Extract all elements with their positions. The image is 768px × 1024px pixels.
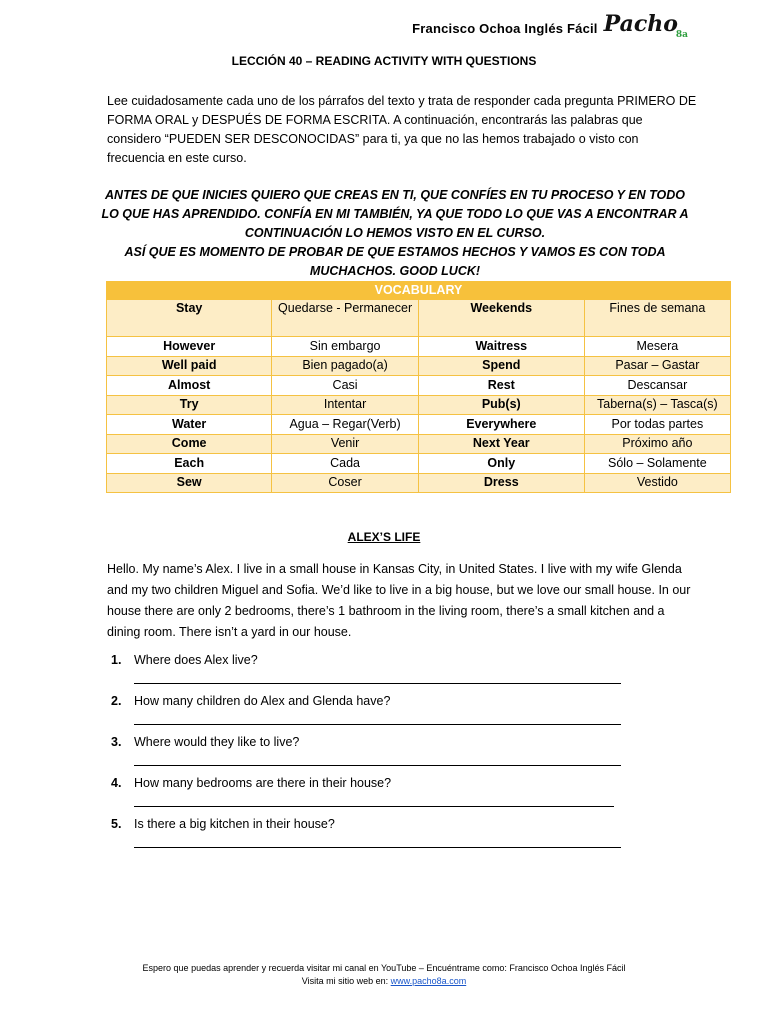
answer-line[interactable] [134, 806, 614, 807]
vocab-es: Mesera [584, 337, 730, 357]
table-row [107, 434, 731, 454]
vocab-es: Agua – Regar(Verb) [272, 415, 419, 435]
intro-paragraph: Lee cuidadosamente cada uno de los párrafos del texto y trata de responder cada pregunta PRIMERO DE FORMA ORAL y DESPUÉS DE FORMA ESCRITA. A continuación, encontrarás las palabras que considero “PUEDEN SER DESCONOCIDAS” para ti, ya que no las hemos trabajado o visto con frecuencia en este curso. [107, 94, 697, 165]
answer-line[interactable] [134, 724, 621, 725]
vocab-en: Everywhere [418, 415, 584, 435]
website-link[interactable]: www.pacho8a.com [390, 976, 467, 986]
question-text: Where does Alex live? [134, 653, 258, 667]
vocab-es: Por todas partes [584, 415, 730, 435]
vocab-es: Fines de semana [584, 300, 730, 337]
page-footer [0, 962, 768, 988]
question-item [107, 774, 637, 815]
question-number: 1. [111, 653, 122, 667]
footer-line-1: Espero que puedas aprender y recuerda visitar mi canal en YouTube – Encuéntrame como: Francisco Ochoa Inglés Fácil [142, 963, 626, 973]
vocab-en: Weekends [418, 300, 584, 337]
vocab-en: Pub(s) [418, 395, 584, 415]
author-name: Francisco Ochoa Inglés Fácil [412, 20, 598, 36]
lesson-title: LECCIÓN 40 – READING ACTIVITY WITH QUESTIONS [231, 54, 537, 68]
vocab-es: Intentar [272, 395, 419, 415]
vocab-es: Sin embargo [272, 337, 419, 357]
table-row [107, 300, 731, 337]
motivation-line-1: ANTES DE QUE INICIES QUIERO QUE CREAS EN TI, QUE CONFÍES EN TU PROCESO Y EN TODO LO QUE HAS APRENDIDO. CONFÍA EN MI TAMBIÉN, YA QUE TODO LO QUE VAS A ENCONTRAR A CONTINUACIÓN LO HEMOS VISTO EN EL CURSO. [101, 188, 689, 240]
pacho-logo [603, 11, 688, 40]
question-text: Where would they like to live? [134, 735, 300, 749]
vocab-es: Casi [272, 376, 419, 396]
question-text: How many children do Alex and Glenda have? [134, 694, 391, 708]
vocab-es: Quedarse - Permanecer [272, 300, 419, 337]
vocab-es: Sólo – Solamente [584, 454, 730, 474]
vocab-en: Each [107, 454, 272, 474]
footer-visit-label: Visita mi sitio web en: [301, 976, 391, 986]
vocab-en: Dress [418, 473, 584, 493]
vocab-en: Water [107, 415, 272, 435]
table-row [107, 337, 731, 357]
question-item [107, 692, 637, 733]
story-title: ALEX’S LIFE [347, 530, 421, 544]
question-number: 5. [111, 817, 122, 831]
vocab-en: However [107, 337, 272, 357]
vocabulary-header: VOCABULARY [107, 282, 731, 300]
question-text: Is there a big kitchen in their house? [134, 817, 335, 831]
table-row [107, 376, 731, 396]
table-row [107, 454, 731, 474]
vocab-es: Coser [272, 473, 419, 493]
footer-line-2 [0, 975, 768, 988]
vocab-es: Venir [272, 434, 419, 454]
page-header [412, 8, 688, 48]
question-text: How many bedrooms are there in their house? [134, 776, 392, 790]
vocab-en: Sew [107, 473, 272, 493]
vocab-en: Almost [107, 376, 272, 396]
answer-line[interactable] [134, 765, 621, 766]
answer-line[interactable] [134, 683, 621, 684]
vocab-en: Waitress [418, 337, 584, 357]
table-row [107, 356, 731, 376]
table-row [107, 395, 731, 415]
vocab-es: Descansar [584, 376, 730, 396]
question-item [107, 651, 637, 692]
questions-list [107, 651, 637, 856]
story-paragraph: Hello. My name’s Alex. I live in a small house in Kansas City, in United States. I live with my wife Glenda and my two children Miguel and Sofia. We’d like to live in a big house, but we love our small house. In our house there are only 2 bedrooms, there’s 1 bathroom in the living room, there’s a small kitchen and a dining room. There isn’t a yard in our house. [107, 562, 691, 639]
question-item [107, 733, 637, 774]
vocab-en: Spend [418, 356, 584, 376]
vocab-es: Taberna(s) – Tasca(s) [584, 395, 730, 415]
vocab-es: Pasar – Gastar [584, 356, 730, 376]
vocab-en: Only [418, 454, 584, 474]
vocab-es: Cada [272, 454, 419, 474]
vocab-es: Bien pagado(a) [272, 356, 419, 376]
vocab-en: Stay [107, 300, 272, 337]
vocabulary-table [106, 281, 731, 493]
vocab-en: Rest [418, 376, 584, 396]
motivation-text [100, 186, 690, 281]
vocab-en: Try [107, 395, 272, 415]
table-row [107, 415, 731, 435]
question-number: 2. [111, 694, 122, 708]
vocab-en: Come [107, 434, 272, 454]
vocab-es: Vestido [584, 473, 730, 493]
answer-line[interactable] [134, 847, 621, 848]
motivation-line-2: ASÍ QUE ES MOMENTO DE PROBAR DE QUE ESTAMOS HECHOS Y VAMOS ES CON TODA MUCHACHOS. GOOD LUCK! [124, 245, 666, 278]
logo-text: Pacho [603, 11, 678, 37]
question-item [107, 815, 637, 856]
question-number: 4. [111, 776, 122, 790]
logo-sub: 8a [675, 30, 688, 40]
vocab-en: Well paid [107, 356, 272, 376]
question-number: 3. [111, 735, 122, 749]
table-row [107, 473, 731, 493]
vocab-en: Next Year [418, 434, 584, 454]
vocab-es: Próximo año [584, 434, 730, 454]
